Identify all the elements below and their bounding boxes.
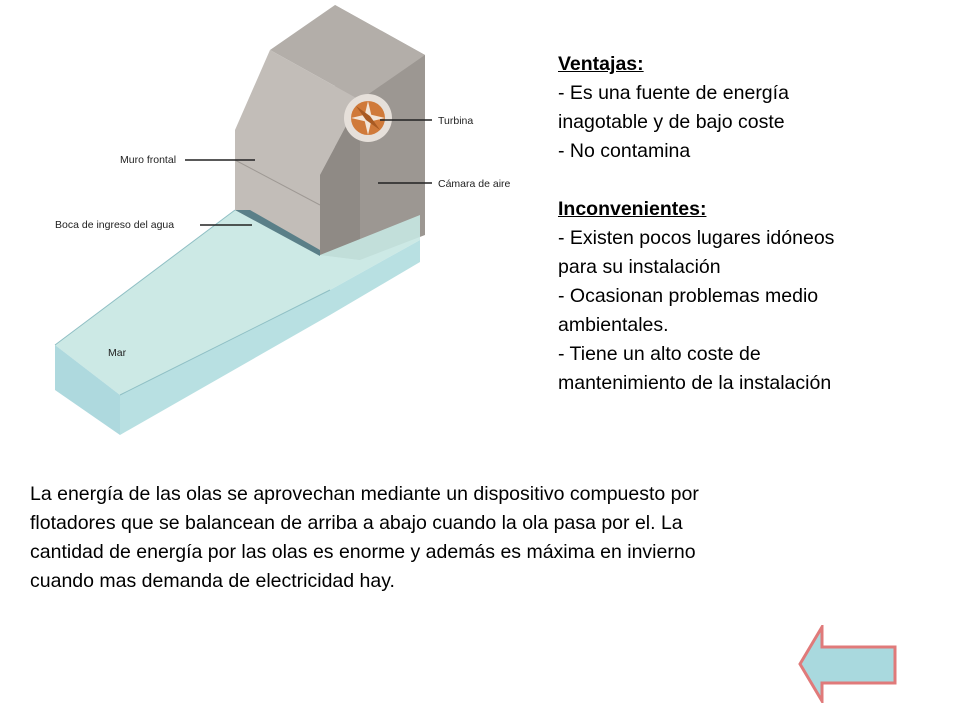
inconvenientes-line: - Tiene un alto coste de (558, 343, 761, 365)
label-mar: Mar (108, 347, 127, 359)
inconvenientes-line: ambientales. (558, 314, 669, 336)
ventajas-line: - No contamina (558, 140, 691, 162)
label-turbina: Turbina (438, 115, 474, 127)
inconvenientes-line: para su instalación (558, 256, 721, 278)
inconvenientes-heading: Inconvenientes: (558, 198, 707, 220)
label-muro-frontal: Muro frontal (120, 154, 177, 166)
ventajas-heading: Ventajas: (558, 53, 644, 75)
description-line: cantidad de energía por las olas es enorme y además es máxima en invierno (30, 541, 696, 563)
ventajas-line: - Es una fuente de energía (558, 82, 789, 104)
description-line: cuando mas demanda de electricidad hay. (30, 570, 395, 592)
back-arrow-icon (800, 627, 895, 701)
back-arrow-button[interactable] (798, 625, 898, 703)
wave-energy-diagram (0, 0, 560, 450)
inconvenientes-line: mantenimiento de la instalación (558, 372, 832, 394)
description-paragraph (30, 480, 930, 596)
pros-cons-panel (558, 50, 958, 398)
ventajas-line: inagotable y de bajo coste (558, 111, 785, 133)
inconvenientes-line: - Existen pocos lugares idóneos (558, 227, 835, 249)
inconvenientes-line: - Ocasionan problemas medio (558, 285, 819, 307)
label-boca-ingreso: Boca de ingreso del agua (55, 219, 175, 231)
description-line: La energía de las olas se aprovechan mediante un dispositivo compuesto por (30, 483, 699, 505)
description-line: flotadores que se balancean de arriba a abajo cuando la ola pasa por el. La (30, 512, 683, 534)
turbine-icon (344, 94, 392, 142)
spacer (558, 166, 958, 195)
label-camara-aire: Cámara de aire (438, 178, 511, 190)
